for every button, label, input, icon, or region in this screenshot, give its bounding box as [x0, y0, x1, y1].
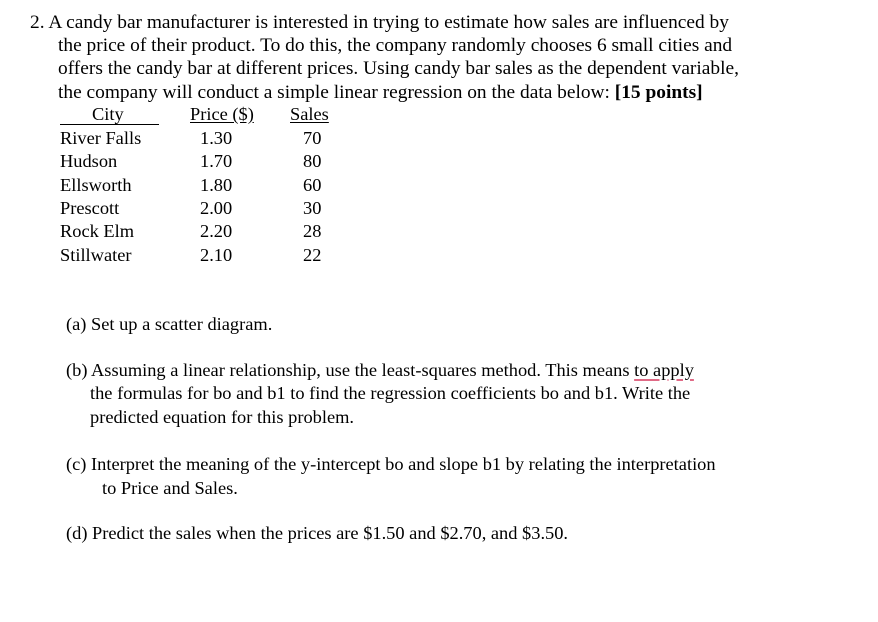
question-line-4-text: the company will conduct a simple linear regression on the data below: — [58, 82, 615, 103]
cell-city: Prescott — [60, 198, 120, 218]
cell-city: Rock Elm — [60, 221, 135, 241]
cell-price: 1.70 — [200, 151, 233, 171]
spellcheck-marked-text: to apply — [634, 360, 694, 380]
cell-city: River Falls — [60, 128, 142, 148]
points-label: [15 points] — [614, 82, 703, 103]
header-city: City — [92, 104, 124, 124]
part-c-line-2: to Price and Sales. — [102, 478, 238, 498]
part-b-line-1 — [66, 359, 694, 383]
cell-price: 2.10 — [200, 245, 233, 265]
question-line-1: 2. A candy bar manufacturer is interested in trying to estimate how sales are influenced by — [30, 12, 729, 33]
cell-city: Hudson — [60, 151, 118, 171]
cell-price: 2.00 — [200, 198, 233, 218]
part-b-line-2: the formulas for bo and b1 to find the regression coefficients bo and b1. Write the — [90, 383, 691, 403]
cell-sales: 60 — [303, 175, 322, 195]
header-city-underline — [60, 124, 159, 125]
cell-sales: 70 — [303, 128, 322, 148]
part-c-line-1: (c) Interpret the meaning of the y-intercept bo and slope b1 by relating the interpretation — [66, 454, 716, 474]
header-sales: Sales — [290, 104, 329, 124]
part-b-line-3: predicted equation for this problem. — [90, 407, 355, 427]
cell-city: Stillwater — [60, 245, 132, 265]
cell-city: Ellsworth — [60, 175, 132, 195]
cell-price: 1.30 — [200, 128, 233, 148]
question-line-3: offers the candy bar at different prices. Using candy bar sales as the dependent variable, — [58, 58, 739, 79]
cell-sales: 28 — [303, 221, 322, 241]
cell-sales: 80 — [303, 151, 322, 171]
part-d: (d) Predict the sales when the prices are $1.50 and $2.70, and $3.50. — [66, 523, 569, 543]
cell-sales: 30 — [303, 198, 322, 218]
question-line-2: the price of their product. To do this, the company randomly chooses 6 small cities and — [58, 35, 733, 56]
cell-sales: 22 — [303, 245, 322, 265]
cell-price: 2.20 — [200, 221, 233, 241]
cell-price: 1.80 — [200, 175, 233, 195]
part-a: (a) Set up a scatter diagram. — [66, 314, 273, 334]
question-line-4 — [58, 81, 703, 104]
header-price: Price ($) — [190, 104, 254, 124]
part-b-line-1-text: (b) Assuming a linear relationship, use the least-squares method. This means — [66, 360, 635, 380]
